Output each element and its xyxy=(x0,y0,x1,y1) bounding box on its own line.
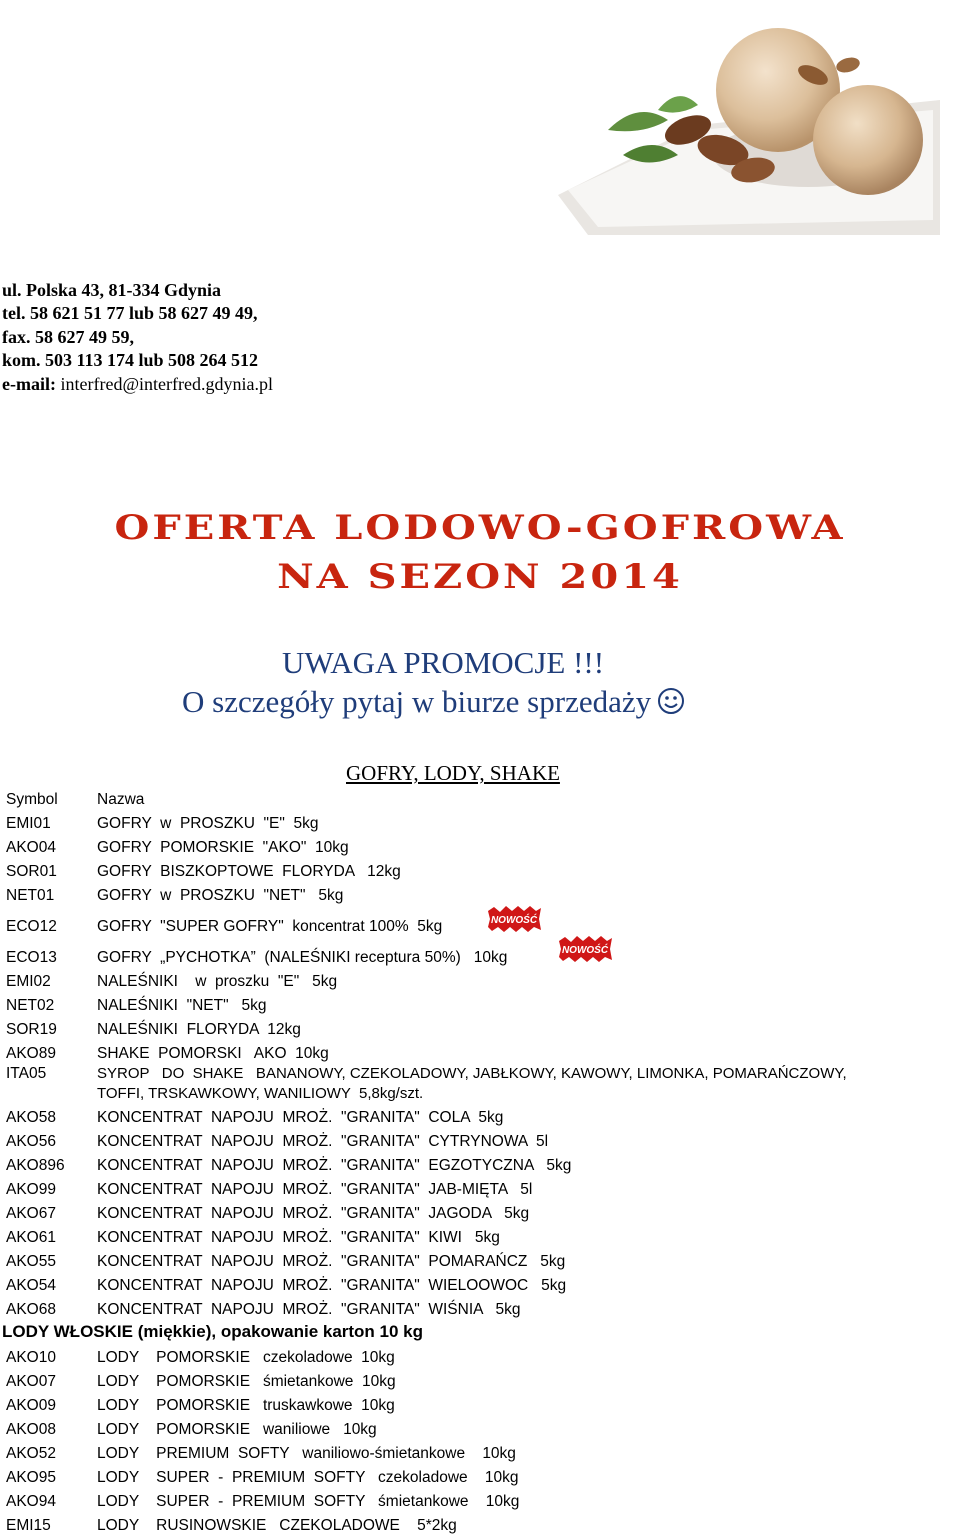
row-name: KONCENTRAT NAPOJU MROŻ. "GRANITA" KIWI 5kg xyxy=(97,1229,500,1246)
row-name: GOFRY „PYCHOTKA” (NALEŚNIKI receptura 50%) 10kg xyxy=(97,949,508,966)
row-name: LODY POMORSKIE waniliowe 10kg xyxy=(97,1421,377,1438)
row-symbol: NET02 xyxy=(6,997,55,1014)
row-name: SHAKE POMORSKI AKO 10kg xyxy=(97,1045,329,1062)
address: ul. Polska 43, 81-334 Gdynia xyxy=(2,280,222,300)
row-symbol: AKO55 xyxy=(6,1253,56,1270)
row-symbol: AKO94 xyxy=(6,1493,56,1510)
row-name: KONCENTRAT NAPOJU MROŻ. "GRANITA" EGZOTYCZNA 5kg xyxy=(97,1157,572,1174)
promo-headline: UWAGA PROMOCJE !!! xyxy=(282,645,605,680)
row-name: GOFRY "SUPER GOFRY" koncentrat 100% 5kg xyxy=(97,918,443,935)
row-symbol: AKO52 xyxy=(6,1445,56,1462)
header-name: Nazwa xyxy=(97,791,145,808)
row-name: KONCENTRAT NAPOJU MROŻ. "GRANITA" JAB-MIĘTA 5l xyxy=(97,1181,533,1198)
promo-subline xyxy=(182,684,685,723)
row-name: LODY POMORSKIE śmietankowe 10kg xyxy=(97,1373,396,1390)
promo-text: O szczegóły pytaj w biurze sprzedaży xyxy=(182,684,652,719)
badge-text: NOWOŚĆ xyxy=(561,945,609,956)
row-name-continued: TOFFI, TRSKAWKOWY, WANILIOWY 5,8kg/szt. xyxy=(97,1085,424,1102)
row-symbol: AKO95 xyxy=(6,1469,56,1486)
row-symbol: SOR19 xyxy=(6,1021,57,1038)
row-symbol: AKO58 xyxy=(6,1109,56,1126)
row-name: LODY RUSINOWSKIE CZEKOLADOWE 5*2kg xyxy=(97,1517,457,1534)
email-label: e-mail: xyxy=(2,373,56,394)
header-symbol: Symbol xyxy=(6,791,58,808)
ice-cream-photo xyxy=(548,5,940,235)
telephone: tel. 58 621 51 77 lub 58 627 49 49, xyxy=(2,303,258,324)
row-name: KONCENTRAT NAPOJU MROŻ. "GRANITA" JAGODA 5kg xyxy=(97,1205,530,1222)
row-symbol: AKO61 xyxy=(6,1229,56,1246)
row-symbol: AKO08 xyxy=(6,1421,56,1438)
row-symbol: AKO67 xyxy=(6,1205,56,1222)
row-name: GOFRY BISZKOPTOWE FLORYDA 12kg xyxy=(97,863,401,880)
row-symbol: ITA05 xyxy=(6,1065,47,1082)
row-symbol: AKO896 xyxy=(6,1157,65,1174)
row-name: GOFRY w PROSZKU "E" 5kg xyxy=(97,815,319,832)
badge-text: NOWOŚĆ xyxy=(490,915,538,926)
row-name: GOFRY w PROSZKU "NET" 5kg xyxy=(97,887,344,904)
row-symbol: AKO89 xyxy=(6,1045,56,1062)
fax: fax. 58 627 49 59, xyxy=(2,326,134,347)
offer-title-line2: NA SEZON 2014 xyxy=(277,556,683,597)
row-symbol: AKO10 xyxy=(6,1349,56,1366)
new-badge-icon xyxy=(486,905,542,933)
row-symbol: EMI02 xyxy=(6,973,51,990)
row-name: SYROP DO SHAKE BANANOWY, CZEKOLADOWY, JABŁKOWY, KAWOWY, LIMONKA, POMARAŃCZOWY, xyxy=(97,1065,847,1082)
row-symbol: AKO99 xyxy=(6,1181,56,1198)
row-symbol: AKO56 xyxy=(6,1133,56,1150)
row-name: KONCENTRAT NAPOJU MROŻ. "GRANITA" WIŚNIA 5kg xyxy=(97,1301,521,1318)
row-name: KONCENTRAT NAPOJU MROŻ. "GRANITA" CYTRYNOWA 5l xyxy=(97,1133,549,1150)
row-symbol: AKO07 xyxy=(6,1373,56,1390)
row-symbol: ECO12 xyxy=(6,918,57,935)
row-symbol: AKO09 xyxy=(6,1397,56,1414)
row-symbol: NET01 xyxy=(6,887,55,904)
section-title: GOFRY, LODY, SHAKE xyxy=(346,761,560,785)
row-name: LODY POMORSKIE czekoladowe 10kg xyxy=(97,1349,395,1366)
row-symbol: SOR01 xyxy=(6,863,57,880)
row-name: KONCENTRAT NAPOJU MROŻ. "GRANITA" COLA 5kg xyxy=(97,1109,504,1126)
row-symbol: EMI01 xyxy=(6,815,51,832)
row-symbol: AKO54 xyxy=(6,1277,56,1294)
new-badge-icon xyxy=(557,935,613,963)
mobile: kom. 503 113 174 lub 508 264 512 xyxy=(2,350,259,371)
offer-title-line1: OFERTA LODOWO-GOFROWA xyxy=(114,507,846,548)
email-link[interactable]: interfred@interfred.gdynia.pl xyxy=(60,373,273,394)
row-symbol: EMI15 xyxy=(6,1517,51,1534)
row-name: KONCENTRAT NAPOJU MROŻ. "GRANITA" WIELOOWOC 5kg xyxy=(97,1277,567,1294)
subsection-title: LODY WŁOSKIE (miękkie), opakowanie karton 10 kg xyxy=(2,1322,424,1341)
row-name: LODY POMORSKIE truskawkowe 10kg xyxy=(97,1397,395,1414)
row-name: LODY SUPER - PREMIUM SOFTY śmietankowe 10kg xyxy=(97,1493,520,1510)
row-name: NALEŚNIKI w proszku "E" 5kg xyxy=(97,973,338,990)
row-symbol: ECO13 xyxy=(6,949,57,966)
row-name: LODY PREMIUM SOFTY waniliowo-śmietankowe 10kg xyxy=(97,1445,516,1462)
row-name: NALEŚNIKI FLORYDA 12kg xyxy=(97,1021,301,1038)
row-name: NALEŚNIKI "NET" 5kg xyxy=(97,997,267,1014)
row-symbol: AKO04 xyxy=(6,839,56,856)
contact-block xyxy=(2,279,273,396)
row-name: KONCENTRAT NAPOJU MROŻ. "GRANITA" POMARAŃCZ 5kg xyxy=(97,1253,566,1270)
row-name: GOFRY POMORSKIE "AKO" 10kg xyxy=(97,839,349,856)
smiley-icon xyxy=(657,687,685,723)
row-symbol: AKO68 xyxy=(6,1301,56,1318)
row-name: LODY SUPER - PREMIUM SOFTY czekoladowe 10kg xyxy=(97,1469,519,1486)
